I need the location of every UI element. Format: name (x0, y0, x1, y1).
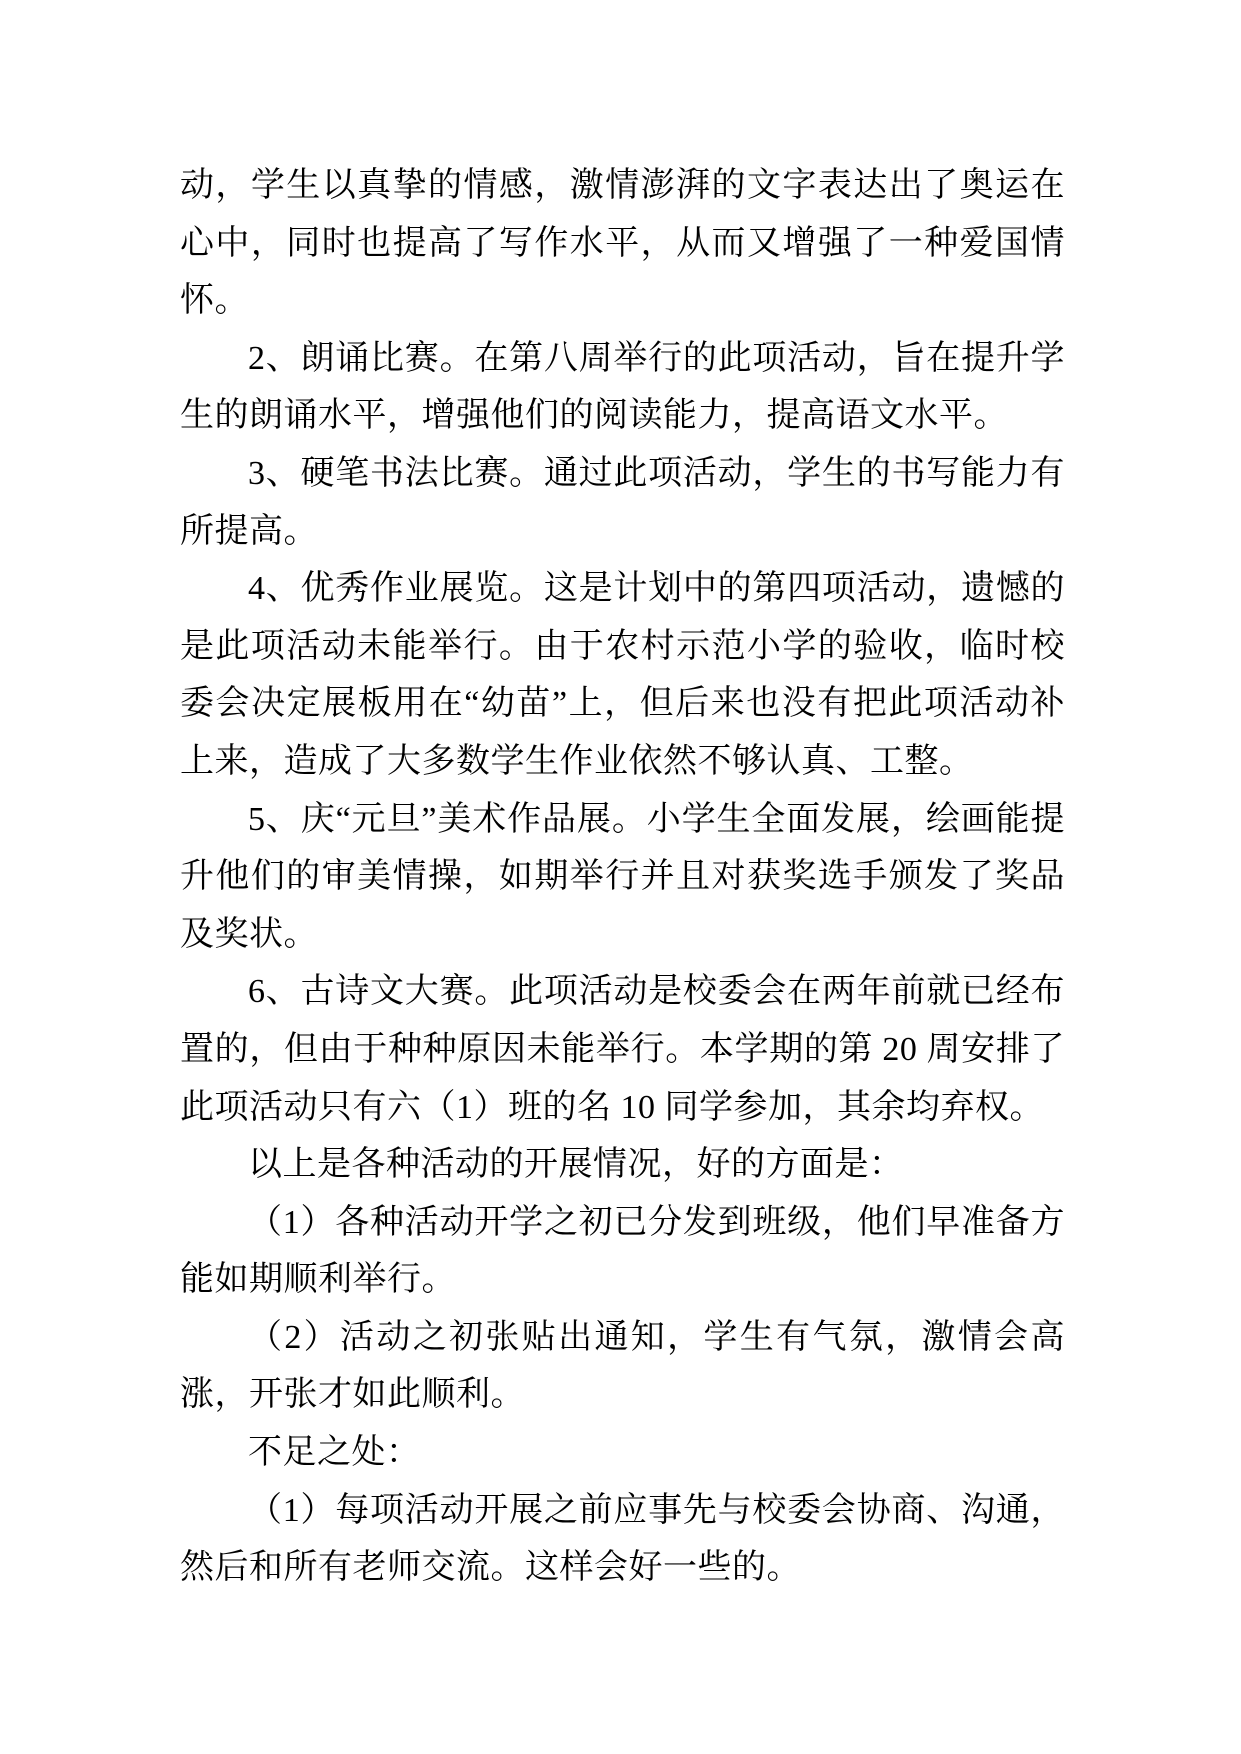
paragraph-item-6-poetry-contest: 6、古诗文大赛。此项活动是校委会在两年前就已经布置的，但由于种种原因未能举行。本学期的第 20 周安排了此项活动只有六（1）班的名 10 同学参加，其余均弃权。 (180, 973, 1065, 1126)
paragraph-shortcoming-1: （1）每项活动开展之前应事先与校委会协商、沟通，然后和所有老师交流。这样会好一些的。 (180, 1491, 1065, 1587)
paragraph-item-4-homework-exhibition: 4、优秀作业展览。这是计划中的第四项活动，遗憾的是此项活动未能举行。由于农村示范小学的验收，临时校委会决定展板用在“幼苗”上，但后来也没有把此项活动补上来，造成了大多数学生作业依然不够认真、工整。 (180, 570, 1065, 780)
paragraph-item-2-recitation-contest: 2、朗诵比赛。在第八周举行的此项活动，旨在提升学生的朗诵水平，增强他们的阅读能力，提高语文水平。 (180, 339, 1065, 435)
paragraph-good-point-2: （2）活动之初张贴出通知，学生有气氛，激情会高涨，开张才如此顺利。 (180, 1318, 1065, 1414)
paragraph-item-3-calligraphy-contest: 3、硬笔书法比赛。通过此项活动，学生的书写能力有所提高。 (180, 454, 1065, 550)
paragraph-summary-good-aspects: 以上是各种活动的开展情况，好的方面是： (248, 1146, 904, 1184)
paragraph-item-5-art-exhibition: 5、庆“元旦”美术作品展。小学生全面发展，绘画能提升他们的审美情操，如期举行并且对获奖选手颁发了奖品及奖状。 (180, 800, 1065, 953)
paragraph-shortcomings-heading: 不足之处： (248, 1434, 421, 1472)
paragraph-continuation: 动，学生以真挚的情感，激情澎湃的文字表达出了奥运在心中，同时也提高了写作水平，从而又增强了一种爱国情怀。 (180, 167, 1065, 320)
paragraph-good-point-1: （1）各种活动开学之初已分发到班级，他们早准备方能如期顺利举行。 (180, 1203, 1065, 1299)
